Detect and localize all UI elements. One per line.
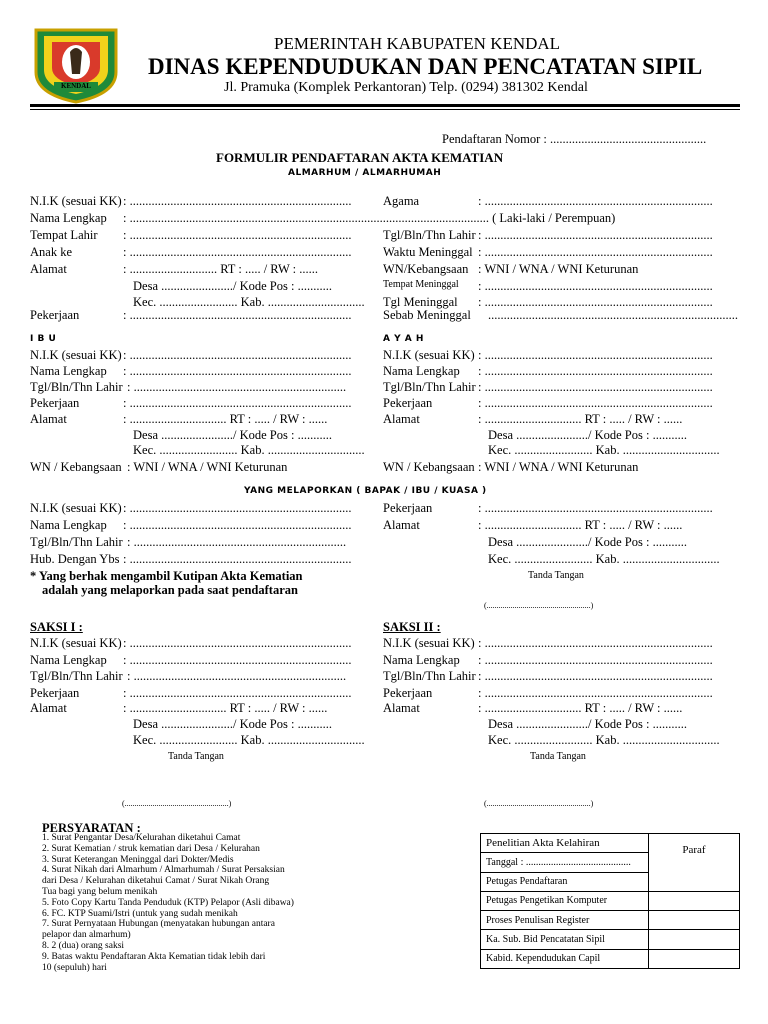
value-w2-tgl: : ......................................................................... xyxy=(478,669,713,683)
value-mother-alamat: : ............................... RT : ..... / RW : ...... xyxy=(123,412,328,426)
label-reporter-tgl: Tgl/Bln/Thn Lahir xyxy=(30,535,123,549)
value-father-desa: Desa ......................./ Kode Pos : ........... xyxy=(488,428,687,442)
label-mother-nama: Nama Lengkap xyxy=(30,364,107,378)
label-reporter-nama: Nama Lengkap xyxy=(30,518,107,532)
value-pekerjaan: : ....................................................................... xyxy=(123,308,352,322)
value-w2-nama: : ......................................................................... xyxy=(478,653,713,667)
requirement-item: 1. Surat Pengantar Desa/Kelurahan diketahui Camat xyxy=(42,833,241,843)
paraf-cell xyxy=(649,891,740,910)
label-mother-kebangsaan: WN / Kebangsaan xyxy=(30,460,122,474)
value-nama-gender: : ................................................................................................................... ( Laki-laki / Perempuan) xyxy=(123,211,616,225)
value-reporter-alamat: : ............................... RT : ..... / RW : ...... xyxy=(478,518,683,532)
header-divider-thick xyxy=(30,104,740,107)
value-w1-pekerjaan: : ....................................................................... xyxy=(123,686,352,700)
label-reporter-alamat: Alamat xyxy=(383,518,420,532)
kendal-logo-icon xyxy=(30,24,122,104)
paraf-cell xyxy=(649,911,740,930)
value-tgl-lahir: : ......................................................................... xyxy=(478,228,713,242)
requirement-item: 5. Foto Copy Kartu Tanda Penduduk (KTP) Pelapor (Asli dibawa) xyxy=(42,897,294,908)
value-w1-alamat: : ............................... RT : ..... / RW : ...... xyxy=(123,701,328,715)
label-father-kebangsaan: WN / Kebangsaan xyxy=(383,460,475,474)
label-father-alamat: Alamat xyxy=(383,412,420,426)
table-cell: Kabid. Kependudukan Capil xyxy=(486,953,601,965)
table-row xyxy=(481,872,649,891)
table-row xyxy=(481,891,649,910)
value-father-pekerjaan: : ......................................................................... xyxy=(478,396,713,410)
label-mother-nik: N.I.K (sesuai KK) xyxy=(30,348,122,362)
value-w2-desa: Desa ......................./ Kode Pos : ........... xyxy=(488,717,687,731)
requirement-item: 8. 2 (dua) orang saksi xyxy=(42,940,125,951)
value-w2-kec: Kec. ......................... Kab. ............................... xyxy=(488,733,720,747)
paraf-cell xyxy=(649,949,740,968)
table-row xyxy=(481,949,649,968)
label-sebab-meninggal: Sebab Meninggal xyxy=(383,308,471,322)
label-nik: N.I.K (sesuai KK) xyxy=(30,194,122,208)
requirement-item: 9. Batas waktu Pendaftaran Akta Kematian tidak lebih dari xyxy=(42,951,266,962)
label-w1-tgl: Tgl/Bln/Thn Lahir xyxy=(30,669,123,683)
value-father-tgl: : ......................................................................... xyxy=(478,380,713,394)
value-tgl-meninggal: : ......................................................................... xyxy=(478,295,713,309)
label-nama: Nama Lengkap xyxy=(30,211,107,225)
table-row xyxy=(481,853,649,872)
requirement-item: 7. Surat Pernyataan Hubungan (menyatakan hubungan antara xyxy=(42,919,275,930)
value-w2-alamat: : ............................... RT : ..... / RW : ...... xyxy=(478,701,683,715)
table-cell: Tanggal : .......................................... xyxy=(486,856,631,868)
label-reporter-nik: N.I.K (sesuai KK) xyxy=(30,501,122,515)
value-father-nama: : ......................................................................... xyxy=(478,364,713,378)
value-w1-desa: Desa ......................./ Kode Pos : ........... xyxy=(133,717,332,731)
value-mother-nik: : ....................................................................... xyxy=(123,348,352,362)
w1-signature-label: Tanda Tangan xyxy=(168,751,224,762)
label-anak-ke: Anak ke xyxy=(30,245,72,259)
header-line2: DINAS KEPENDUDUKAN DAN PENCATATAN SIPIL xyxy=(148,54,703,79)
witness1-title: SAKSI I : xyxy=(30,620,83,634)
label-w2-nama: Nama Lengkap xyxy=(383,653,460,667)
label-w1-alamat: Alamat xyxy=(30,701,67,715)
w2-signature-line: (....................................................) xyxy=(484,799,594,808)
value-reporter-desa: Desa ......................./ Kode Pos : ........... xyxy=(488,535,687,549)
value-father-kebangsaan: : WNI / WNA / WNI Keturunan xyxy=(478,460,639,474)
label-w1-pekerjaan: Pekerjaan xyxy=(30,686,80,700)
label-tempat-lahir: Tempat Lahir xyxy=(30,228,98,242)
label-w2-alamat: Alamat xyxy=(383,701,420,715)
label-kebangsaan: WN/Kebangsaan xyxy=(383,262,469,276)
value-w1-kec: Kec. ......................... Kab. ............................... xyxy=(133,733,365,747)
header-divider-thin xyxy=(30,109,740,110)
value-mother-kec: Kec. ......................... Kab. ............................... xyxy=(133,443,365,457)
requirement-item: dari Desa / Kelurahan diketahui Camat / Surat Nikah Orang xyxy=(42,876,270,887)
verification-table xyxy=(480,833,740,969)
table-cell: Petugas Pengetikan Komputer xyxy=(486,895,608,907)
value-father-kec: Kec. ......................... Kab. ............................... xyxy=(488,443,720,457)
requirement-item: pelapor dan almarhum) xyxy=(42,930,131,941)
value-w1-nama: : ....................................................................... xyxy=(123,653,352,667)
requirement-item: 6. FC. KTP Suami/Istri (untuk yang sudah menikah xyxy=(42,908,238,919)
value-reporter-kec: Kec. ......................... Kab. ............................... xyxy=(488,552,720,566)
label-w2-nik: N.I.K (sesuai KK) xyxy=(383,636,475,650)
value-mother-tgl: : .................................................................... xyxy=(127,380,347,394)
section-reporter: YANG MELAPORKAN ( BAPAK / IBU / KUASA ) xyxy=(244,486,487,496)
table-cell: Petugas Pendaftaran xyxy=(486,876,568,888)
requirement-item: 4. Surat Nikah dari Almarhum / Almarhumah / Surat Persaksian xyxy=(42,865,285,876)
value-agama: : ......................................................................... xyxy=(478,194,713,208)
registration-number: Pendaftaran Nomor : .................................................. xyxy=(442,132,707,146)
value-waktu-meninggal: : ......................................................................... xyxy=(478,245,713,259)
value-father-nik: : ......................................................................... xyxy=(478,348,713,362)
value-tempat-meninggal: : ......................................................................... xyxy=(478,279,713,293)
value-kec: Kec. ......................... Kab. ............................... xyxy=(133,295,365,309)
w1-signature-line: (....................................................) xyxy=(122,799,232,808)
label-father-nik: N.I.K (sesuai KK) xyxy=(383,348,475,362)
label-w2-pekerjaan: Pekerjaan xyxy=(383,686,433,700)
reporter-signature-label: Tanda Tangan xyxy=(528,570,584,581)
label-mother-alamat: Alamat xyxy=(30,412,67,426)
value-reporter-pekerjaan: : ......................................................................... xyxy=(478,501,713,515)
form-title: FORMULIR PENDAFTARAN AKTA KEMATIAN xyxy=(216,150,504,165)
w2-signature-label: Tanda Tangan xyxy=(530,751,586,762)
table-row xyxy=(481,911,649,930)
header-line3: Jl. Pramuka (Komplek Perkantoran) Telp. (0294) 381302 Kendal xyxy=(224,80,588,95)
value-alamat: : ............................ RT : ..... / RW : ...... xyxy=(123,262,318,276)
value-reporter-hub: : ....................................................................... xyxy=(123,552,352,566)
value-anak-ke: : ....................................................................... xyxy=(123,245,352,259)
header-line1: PEMERINTAH KABUPATEN KENDAL xyxy=(274,34,561,53)
label-w1-nik: N.I.K (sesuai KK) xyxy=(30,636,122,650)
value-mother-kebangsaan: : WNI / WNA / WNI Keturunan xyxy=(127,460,288,474)
label-waktu-meninggal: Waktu Meninggal xyxy=(383,245,473,259)
note-line1: * Yang berhak mengambil Kutipan Akta Kematian xyxy=(30,569,303,583)
label-mother-pekerjaan: Pekerjaan xyxy=(30,396,80,410)
label-w1-nama: Nama Lengkap xyxy=(30,653,107,667)
value-reporter-nik: : ....................................................................... xyxy=(123,501,352,515)
section-deceased: ALMARHUM / ALMARHUMAH xyxy=(288,168,442,178)
value-father-alamat: : ............................... RT : ..... / RW : ...... xyxy=(478,412,683,426)
table-row xyxy=(481,834,649,853)
label-reporter-pekerjaan: Pekerjaan xyxy=(383,501,433,515)
note-line2: adalah yang melaporkan pada saat pendaftaran xyxy=(42,583,298,597)
reporter-signature-line: (....................................................) xyxy=(484,601,594,610)
value-reporter-nama: : ....................................................................... xyxy=(123,518,352,532)
value-w1-tgl: : .................................................................... xyxy=(127,669,347,683)
table-cell: Ka. Sub. Bid Pencatatan Sipil xyxy=(486,934,605,946)
label-father-nama: Nama Lengkap xyxy=(383,364,460,378)
logo-caption: KENDAL xyxy=(61,82,91,90)
requirement-item: 2. Surat Kematian / struk kematian dari Desa / Kelurahan xyxy=(42,843,260,854)
table-cell: Penelitian Akta Kelahiran xyxy=(486,837,600,850)
value-mother-desa: Desa ......................./ Kode Pos : ........... xyxy=(133,428,332,442)
value-nik: : ....................................................................... xyxy=(123,194,352,208)
label-tempat-meninggal: Tempat Meninggal xyxy=(383,279,459,290)
label-agama: Agama xyxy=(383,194,420,208)
label-tgl-meninggal: Tgl Meninggal xyxy=(383,295,458,309)
value-sebab-meninggal: ................................................................................ xyxy=(488,308,738,322)
value-w2-nik: : ......................................................................... xyxy=(478,636,713,650)
value-kebangsaan: : WNI / WNA / WNI Keturunan xyxy=(478,262,639,276)
requirements-title: PERSYARATAN : xyxy=(42,821,141,835)
label-reporter-hub: Hub. Dengan Ybs xyxy=(30,552,120,566)
label-tgl-lahir: Tgl/Bln/Thn Lahir xyxy=(383,228,476,242)
value-tempat-lahir: : ....................................................................... xyxy=(123,228,352,242)
paraf-header: Paraf xyxy=(649,834,740,892)
table-cell: Proses Penulisan Register xyxy=(486,914,590,926)
paraf-cell xyxy=(649,930,740,949)
value-w2-pekerjaan: : ......................................................................... xyxy=(478,686,713,700)
label-father-tgl: Tgl/Bln/Thn Lahir xyxy=(383,380,476,394)
section-father: A Y A H xyxy=(383,334,424,344)
table-row xyxy=(481,930,649,949)
value-reporter-tgl: : .................................................................... xyxy=(127,535,347,549)
value-mother-pekerjaan: : ....................................................................... xyxy=(123,396,352,410)
section-mother: I B U xyxy=(30,334,57,344)
value-mother-nama: : ....................................................................... xyxy=(123,364,352,378)
witness2-title: SAKSI II : xyxy=(383,620,441,634)
value-desa: Desa ......................./ Kode Pos : ........... xyxy=(133,279,332,293)
label-pekerjaan: Pekerjaan xyxy=(30,308,80,322)
label-w2-tgl: Tgl/Bln/Thn Lahir xyxy=(383,669,476,683)
label-alamat: Alamat xyxy=(30,262,67,276)
requirements-list xyxy=(42,833,294,973)
requirement-item: Tua bagi yang belum menikah xyxy=(42,886,158,897)
value-w1-nik: : ....................................................................... xyxy=(123,636,352,650)
requirement-item: 3. Surat Keterangan Meninggal dari Dokter/Medis xyxy=(42,854,234,865)
label-mother-tgl: Tgl/Bln/Thn Lahir xyxy=(30,380,123,394)
requirement-item: 10 (sepuluh) hari xyxy=(42,962,107,973)
label-father-pekerjaan: Pekerjaan xyxy=(383,396,433,410)
